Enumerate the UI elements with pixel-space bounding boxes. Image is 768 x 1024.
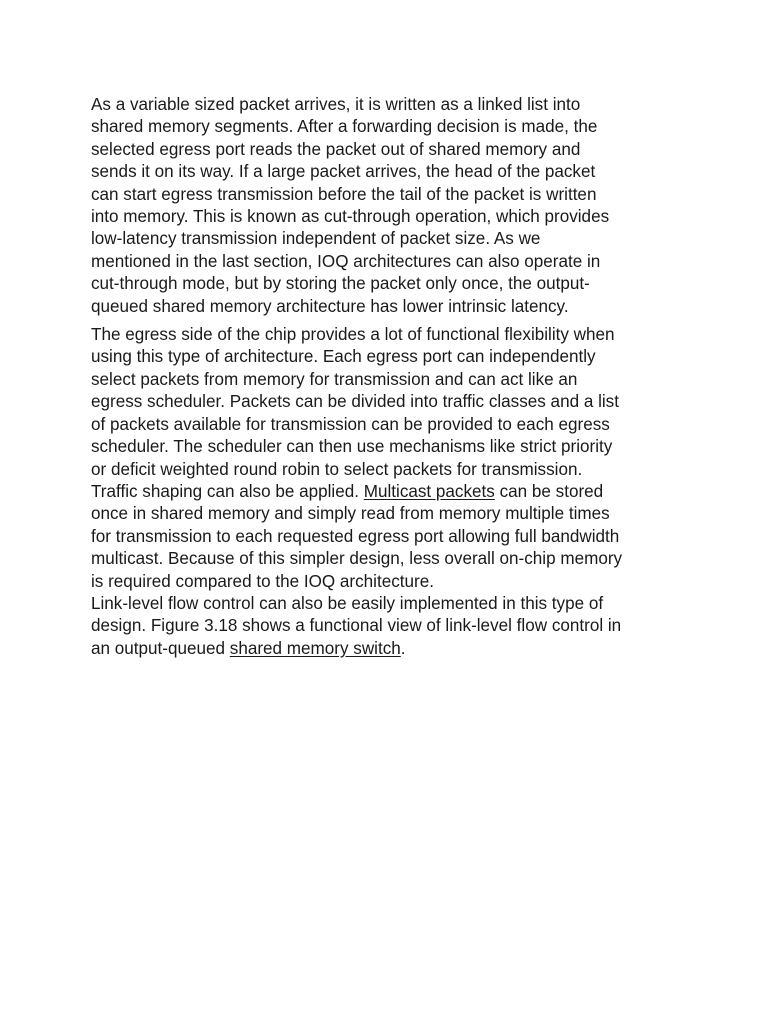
- text-line: select packets from memory for transmission and can act like an: [91, 369, 578, 389]
- text-line: scheduler. The scheduler can then use mechanisms like strict priority: [91, 437, 613, 457]
- text-line: mentioned in the last section, IOQ architectures can also operate in: [91, 251, 601, 271]
- text-line: for transmission to each requested egress port allowing full bandwidth: [91, 526, 620, 546]
- text-line: As a variable sized packet arrives, it is written as a linked list into: [91, 95, 581, 114]
- text-line: sends it on its way. If a large packet arrives, the head of the packet: [91, 162, 596, 182]
- paragraph-flow-control: [91, 593, 691, 660]
- text-line: an output-queued: [91, 638, 230, 658]
- text-line: selected egress port reads the packet out of shared memory and: [91, 139, 581, 159]
- text-line: of packets available for transmission can be provided to each egress: [91, 414, 610, 434]
- paragraph-cut-through: [91, 94, 691, 318]
- text-line: Link-level flow control can also be easily implemented in this type of: [91, 593, 604, 613]
- document-body: [91, 94, 691, 660]
- text-line: once in shared memory and simply read from memory multiple times: [91, 504, 610, 524]
- text-line: can start egress transmission before the tail of the packet is written: [91, 184, 597, 204]
- text-line: shared memory segments. After a forwarding decision is made, the: [91, 117, 598, 137]
- text-line: can be stored: [494, 481, 604, 501]
- text-line: into memory. This is known as cut-through operation, which provides: [91, 207, 610, 227]
- paragraph-egress-flexibility: [91, 324, 691, 593]
- text-line: Traffic shaping can also be applied.: [91, 481, 364, 501]
- shared-memory-switch-link[interactable]: shared memory switch: [229, 638, 401, 658]
- text-line: is required compared to the IOQ architecture.: [91, 571, 434, 591]
- text-line: The egress side of the chip provides a lot of functional flexibility when: [91, 325, 615, 345]
- text-line: egress scheduler. Packets can be divided into traffic classes and a list: [91, 392, 619, 412]
- text-line: low-latency transmission independent of packet size. As we: [91, 229, 541, 249]
- text-line: design. Figure 3.18 shows a functional view of link-level flow control in: [91, 616, 622, 636]
- text-line: .: [400, 638, 406, 658]
- text-line: multicast. Because of this simpler design, less overall on-chip memory: [91, 549, 623, 569]
- text-line: queued shared memory architecture has lower intrinsic latency.: [91, 296, 569, 316]
- text-line: cut-through mode, but by storing the packet only once, the output-: [91, 274, 590, 294]
- text-line: or deficit weighted round robin to select packets for transmission.: [91, 459, 583, 479]
- multicast-packets-link[interactable]: Multicast packets: [363, 481, 495, 501]
- text-line: using this type of architecture. Each egress port can independently: [91, 347, 596, 367]
